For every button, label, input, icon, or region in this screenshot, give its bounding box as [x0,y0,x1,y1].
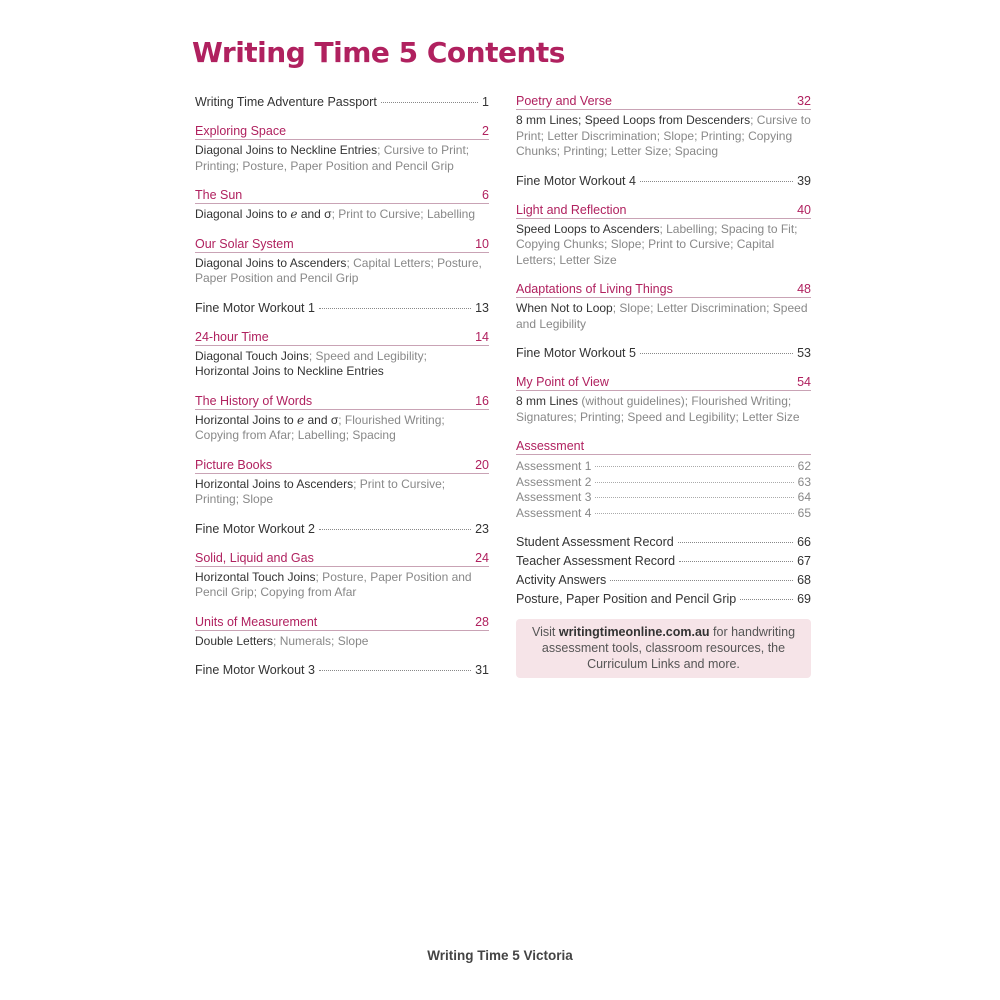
entry-page: 69 [797,592,811,607]
contents-right-column [516,93,811,678]
description-rest: ; Labelling; Spacing to Fit; Copying Chunks; Slope; Print to Cursive; Capital Letters; Letter Size [516,221,798,267]
page-footer: Writing Time 5 Victoria [427,948,573,963]
section-title: Solid, Liquid and Gas [195,550,314,565]
section-heading[interactable] [516,281,811,298]
section-page: 54 [797,375,811,389]
toc-entry-student-record[interactable] [516,534,811,550]
entry-label: Assessment 1 [516,459,592,473]
section-description [195,143,489,174]
section-description [195,256,489,287]
entry-label: Activity Answers [516,573,607,588]
toc-entry-activity-answers[interactable] [516,572,811,588]
section-heading[interactable] [516,202,811,219]
dot-leader [640,353,793,354]
toc-entry-fine-motor-5[interactable] [516,345,811,361]
dot-leader [595,497,793,498]
description-rest: ; Numerals; Slope [273,633,369,648]
entry-label: Posture, Paper Position and Pencil Grip [516,592,737,607]
section-light-and-reflection [516,202,811,269]
section-assessment [516,438,811,521]
entry-label: Fine Motor Workout 4 [516,173,636,188]
website-link[interactable]: writingtimeonline.com.au [558,625,710,640]
toc-entry-fine-motor-2[interactable] [195,521,489,537]
section-heading[interactable] [195,393,489,410]
section-heading[interactable] [516,438,811,455]
description-main: Double Letters [195,633,274,648]
section-heading[interactable] [195,236,489,253]
section-page: 14 [475,329,489,344]
section-description [195,570,489,601]
dot-leader [610,580,793,581]
section-description [195,207,489,223]
section-title: The Sun [195,188,243,202]
dot-leader [679,561,793,562]
section-page: 20 [475,457,489,472]
section-title: Exploring Space [195,124,287,138]
description-main: Diagonal Touch Joins [195,348,309,363]
toc-entry-fine-motor-1[interactable] [195,300,489,316]
section-description [516,222,811,269]
description-rest: ; Posture, Paper Position and Pencil Grip; Copying from Afar [195,569,472,599]
toc-entry-fine-motor-3[interactable] [195,662,489,678]
section-the-sun [195,187,489,223]
entry-label: Assessment 3 [516,490,592,505]
section-title: 24-hour Time [195,329,269,344]
description-main: When Not to Loop [516,301,613,315]
section-description [195,477,489,508]
section-my-point-of-view [516,374,811,425]
toc-entry-teacher-record[interactable] [516,553,811,569]
section-heading[interactable] [195,123,489,140]
entry-page: 1 [482,95,489,109]
description-main: Diagonal Joins to ℯ and σ [195,207,332,221]
entry-label: Fine Motor Workout 2 [195,521,315,536]
description-rest: (without guidelines); Flourished Writing; Signatures; Printing; Speed and Legibility; Letter Size [516,394,800,424]
section-page: 10 [475,236,489,251]
section-page: 28 [475,614,489,629]
entry-label: Student Assessment Record [516,535,674,550]
section-heading[interactable] [516,374,811,391]
section-adaptations-of-living-things [516,281,811,332]
entry-page: 39 [797,173,811,188]
section-solid-liquid-gas [195,550,489,601]
section-heading[interactable] [195,329,489,346]
section-our-solar-system [195,236,489,287]
section-picture-books [195,457,489,508]
dot-leader [381,102,478,103]
description-rest: ; Cursive to Print; Letter Discrimination; Slope; Printing; Copying Chunks; Printing; Letter Size; Spacing [516,113,811,158]
contents-left-column [195,93,489,678]
section-heading[interactable] [195,614,489,631]
entry-label: Teacher Assessment Record [516,554,676,569]
promo-visit: Visit [531,625,556,640]
section-title: Units of Measurement [195,614,318,629]
toc-entry-posture[interactable] [516,591,811,607]
entry-label: Fine Motor Workout 1 [195,300,315,315]
section-heading[interactable] [516,93,811,110]
dot-leader [595,482,793,483]
section-description [516,113,811,160]
section-title: Adaptations of Living Things [516,282,673,296]
entry-page: 67 [797,554,811,569]
section-title: My Point of View [516,375,609,389]
entry-page: 63 [797,474,811,489]
section-24-hour-time [195,329,489,380]
section-poetry-and-verse [516,93,811,160]
dot-leader [678,542,793,543]
section-history-of-words [195,393,489,444]
entry-label: Assessment 2 [516,474,592,489]
entry-page: 13 [475,300,489,315]
entry-page: 62 [797,459,811,473]
description-main: Speed Loops to Ascenders [516,221,660,236]
section-title: Light and Reflection [516,202,627,217]
description-rest: ; Cursive to Print; Printing; Posture, Paper Position and Pencil Grip [195,143,470,173]
section-units-of-measurement [195,614,489,650]
section-title: Our Solar System [195,236,294,251]
section-title: Assessment [516,439,585,453]
description-main: Diagonal Joins to Neckline Entries [195,143,378,157]
entry-label: Fine Motor Workout 5 [516,346,636,360]
description-main: Horizontal Joins to ℯ and σ [195,412,339,427]
records-list [516,534,811,607]
dot-leader [319,670,471,671]
description-rest: ; Capital Letters; Posture, Paper Position and Pencil Grip [195,255,482,285]
dot-leader [595,513,793,514]
entry-page: 23 [475,521,489,536]
section-heading[interactable] [195,550,489,567]
toc-entry-assessment-4[interactable] [516,506,811,522]
dot-leader [595,466,793,467]
section-description [195,413,489,444]
section-title: Picture Books [195,457,273,472]
dot-leader [319,529,471,530]
description-main: 8 mm Lines [516,394,579,408]
section-exploring-space [195,123,489,174]
section-title: The History of Words [195,393,313,408]
section-page: 24 [475,550,489,565]
description-main: 8 mm Lines; Speed Loops from Descenders [516,113,751,127]
toc-entry-assessment-3[interactable] [516,490,811,506]
section-description [516,394,811,425]
promo-text: for handwriting assessment tools, classroom resources, the Curriculum Links and more. [541,625,796,671]
section-page: 40 [797,202,811,217]
dot-leader [640,181,793,182]
dot-leader [319,308,471,309]
section-page: 16 [475,393,489,408]
entry-label: Assessment 4 [516,505,592,520]
description-rest: ; Print to Cursive; Printing; Slope [195,476,446,506]
description-rest: ; Speed and Legibility; [308,348,427,363]
dot-leader [740,599,793,600]
entry-page: 31 [475,663,489,677]
section-page: 32 [797,94,811,108]
entry-page: 66 [797,535,811,550]
page-title: Writing Time 5 Contents [192,36,565,69]
section-page: 48 [797,282,811,296]
description-rest: ; Flourished Writing; Copying from Afar; Labelling; Spacing [195,412,445,442]
description-rest: ; Slope; Letter Discrimination; Speed and Legibility [516,301,808,331]
section-description [195,634,489,650]
toc-entry-assessment-1[interactable] [516,459,811,475]
entry-label: Fine Motor Workout 3 [195,663,315,677]
section-description [516,301,811,332]
description-rest: ; Print to Cursive; Labelling [331,207,475,221]
entry-page: 65 [797,505,811,520]
entry-page: 68 [797,573,811,588]
section-title: Poetry and Verse [516,94,612,108]
entry-label: Writing Time Adventure Passport [195,95,377,109]
section-page: 6 [482,188,489,202]
section-heading[interactable] [195,457,489,474]
section-page: 2 [482,124,489,138]
description-main: Diagonal Joins to Ascenders [195,255,347,270]
toc-entry-passport[interactable] [195,94,489,110]
description-main-2: Horizontal Joins to Neckline Entries [195,364,384,378]
section-heading[interactable] [195,187,489,204]
website-promo-box [516,619,811,678]
description-main: Horizontal Touch Joins [195,569,316,584]
description-main: Horizontal Joins to Ascenders [195,476,354,491]
toc-entry-assessment-2[interactable] [516,475,811,491]
entry-page: 64 [797,490,811,505]
section-description [195,349,489,380]
toc-entry-fine-motor-4[interactable] [516,173,811,189]
entry-page: 53 [797,346,811,360]
